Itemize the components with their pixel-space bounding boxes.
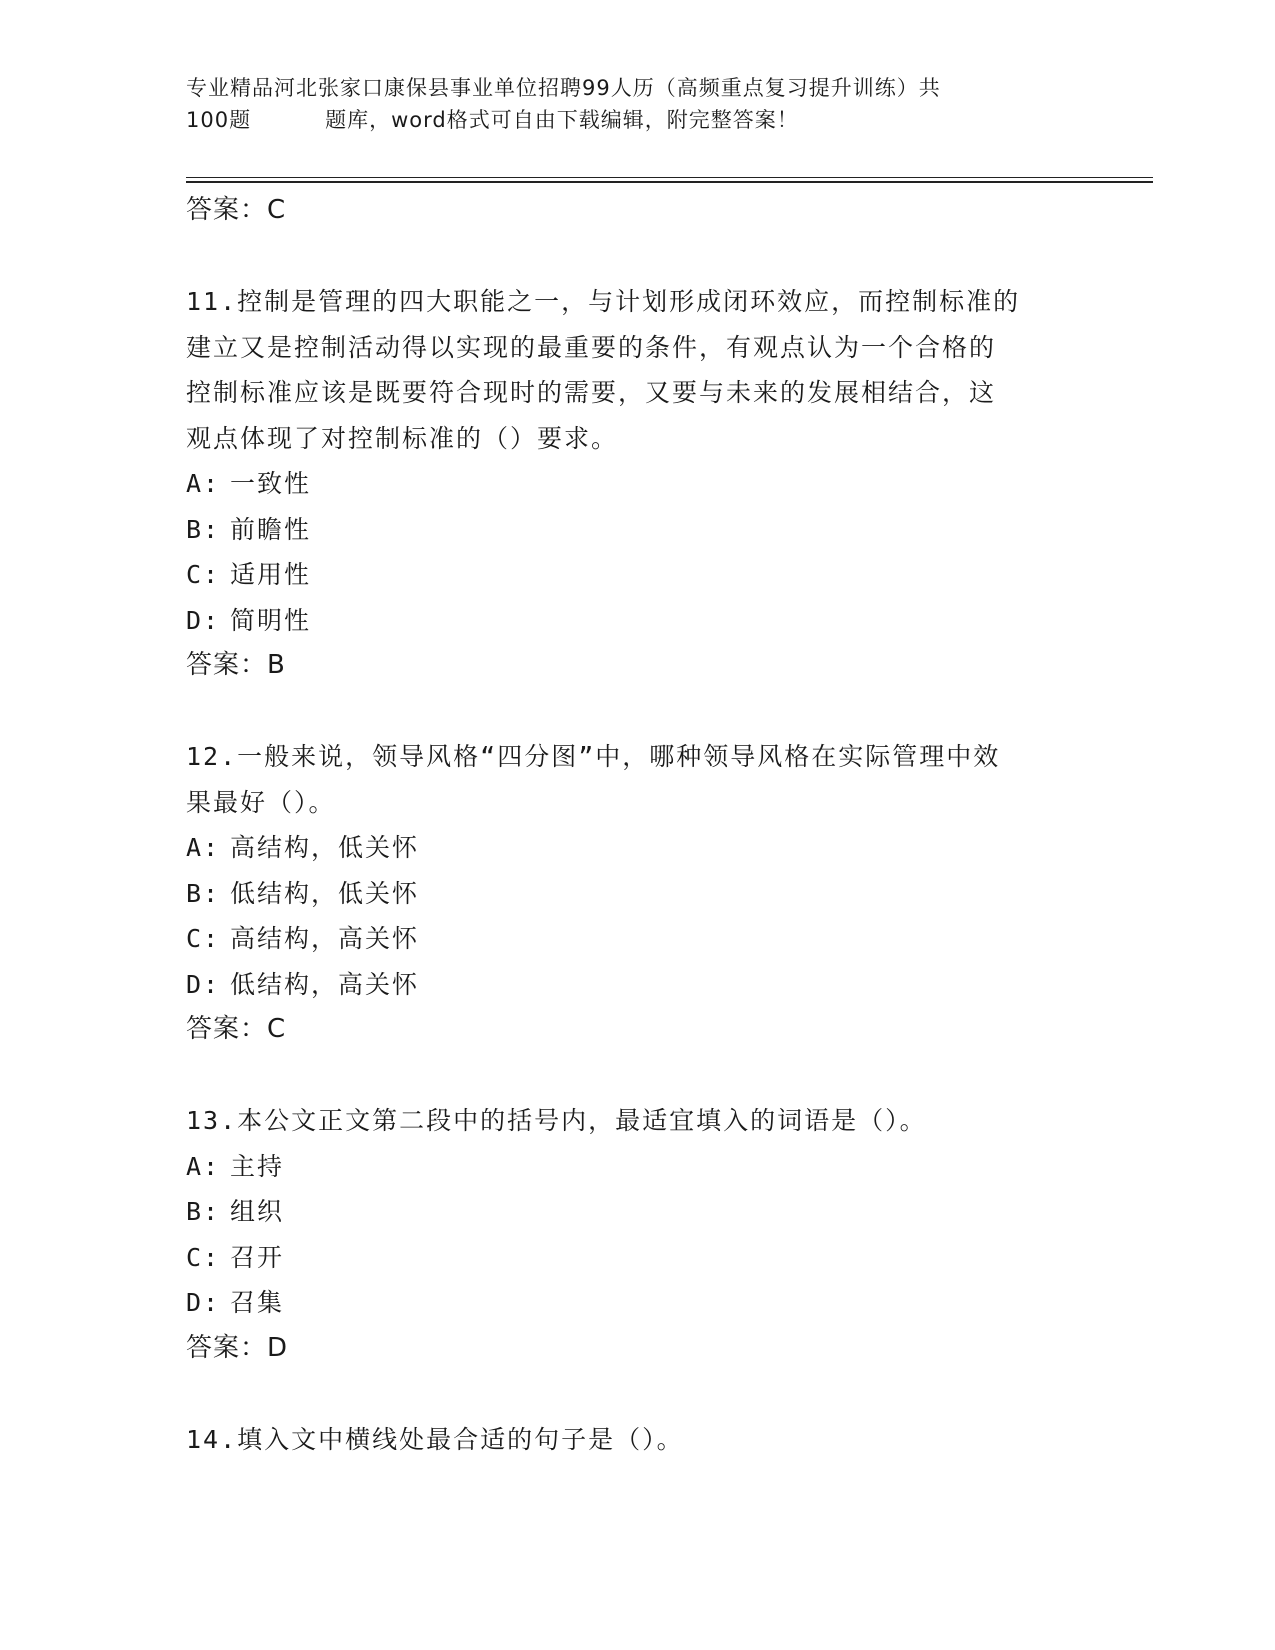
question-text-line: 果最好（）。: [186, 787, 336, 817]
option-letter: C:: [186, 1242, 221, 1272]
option-text: 简明性: [230, 605, 312, 635]
option-letter: A:: [186, 469, 221, 498]
option-letter: B:: [186, 514, 221, 544]
question-text-line: 13.本公文正文第二段中的括号内，最适宜填入的词语是（）。: [186, 1106, 927, 1135]
option-letter: D:: [186, 969, 221, 999]
option-a: [186, 461, 1066, 507]
header-line-2: [186, 104, 1046, 136]
question-text-line: 观点体现了对控制标准的（）要求。: [186, 423, 619, 453]
option-d: [186, 962, 1066, 1008]
option-c: [186, 552, 1066, 598]
option-d: [186, 1280, 1066, 1326]
option-letter: C:: [186, 560, 221, 589]
question-12: [186, 734, 1066, 1053]
option-text: 低结构，低关怀: [230, 878, 420, 908]
answer-line: 答案：C: [186, 195, 287, 225]
option-letter: D:: [186, 605, 221, 635]
option-letter: A:: [186, 833, 221, 862]
header-description: 题库，word格式可自由下载编辑，附完整答案！: [325, 108, 799, 132]
option-text: 低结构，高关怀: [230, 969, 420, 999]
answer-line: 答案：C: [186, 1014, 287, 1044]
header-divider-thick: [186, 181, 1153, 183]
question-text-line: 12.一般来说，领导风格“四分图”中，哪种领导风格在实际管理中效: [186, 742, 1001, 771]
header-line-1: 专业精品河北张家口康保县事业单位招聘99人历（高频重点复习提升训练）共: [186, 76, 941, 100]
question-text-line: 控制标准应该是既要符合现时的需要，又要与未来的发展相结合，这: [186, 378, 997, 407]
option-text: 高结构，低关怀: [230, 833, 420, 862]
header-count: 100题: [186, 108, 252, 132]
option-text: 组织: [230, 1197, 285, 1226]
answer-line: 答案：D: [186, 1332, 289, 1363]
question-11: [186, 279, 1066, 689]
header-divider-thin: [186, 177, 1153, 178]
question-text-line: 11.控制是管理的四大职能之一，与计划形成闭环效应，而控制标准的: [186, 287, 1021, 316]
option-letter: C:: [186, 924, 221, 953]
option-b: [186, 507, 1066, 553]
question-list: [186, 188, 1066, 1462]
option-text: 一致性: [230, 469, 312, 498]
option-d: [186, 598, 1066, 644]
question-13: [186, 1098, 1066, 1371]
option-letter: A:: [186, 1151, 221, 1181]
option-letter: B:: [186, 878, 221, 908]
option-text: 召开: [230, 1242, 285, 1272]
option-text: 高结构，高关怀: [230, 924, 420, 953]
question-text-line: 14.填入文中横线处最合适的句子是（）。: [186, 1424, 684, 1454]
option-text: 前瞻性: [230, 514, 312, 544]
option-text: 适用性: [230, 560, 312, 589]
question-text-line: 建立又是控制活动得以实现的最重要的条件，有观点认为一个合格的: [186, 332, 997, 362]
option-letter: D:: [186, 1288, 221, 1317]
option-c: [186, 916, 1066, 962]
option-b: [186, 871, 1066, 917]
option-c: [186, 1235, 1066, 1281]
option-text: 召集: [230, 1288, 285, 1317]
document-header: [186, 72, 1046, 136]
question-14: [186, 1417, 1066, 1463]
answer-line: 答案：B: [186, 650, 286, 680]
option-a: [186, 1144, 1066, 1190]
option-text: 主持: [230, 1151, 285, 1181]
option-letter: B:: [186, 1197, 221, 1226]
option-b: [186, 1189, 1066, 1235]
option-a: [186, 825, 1066, 871]
